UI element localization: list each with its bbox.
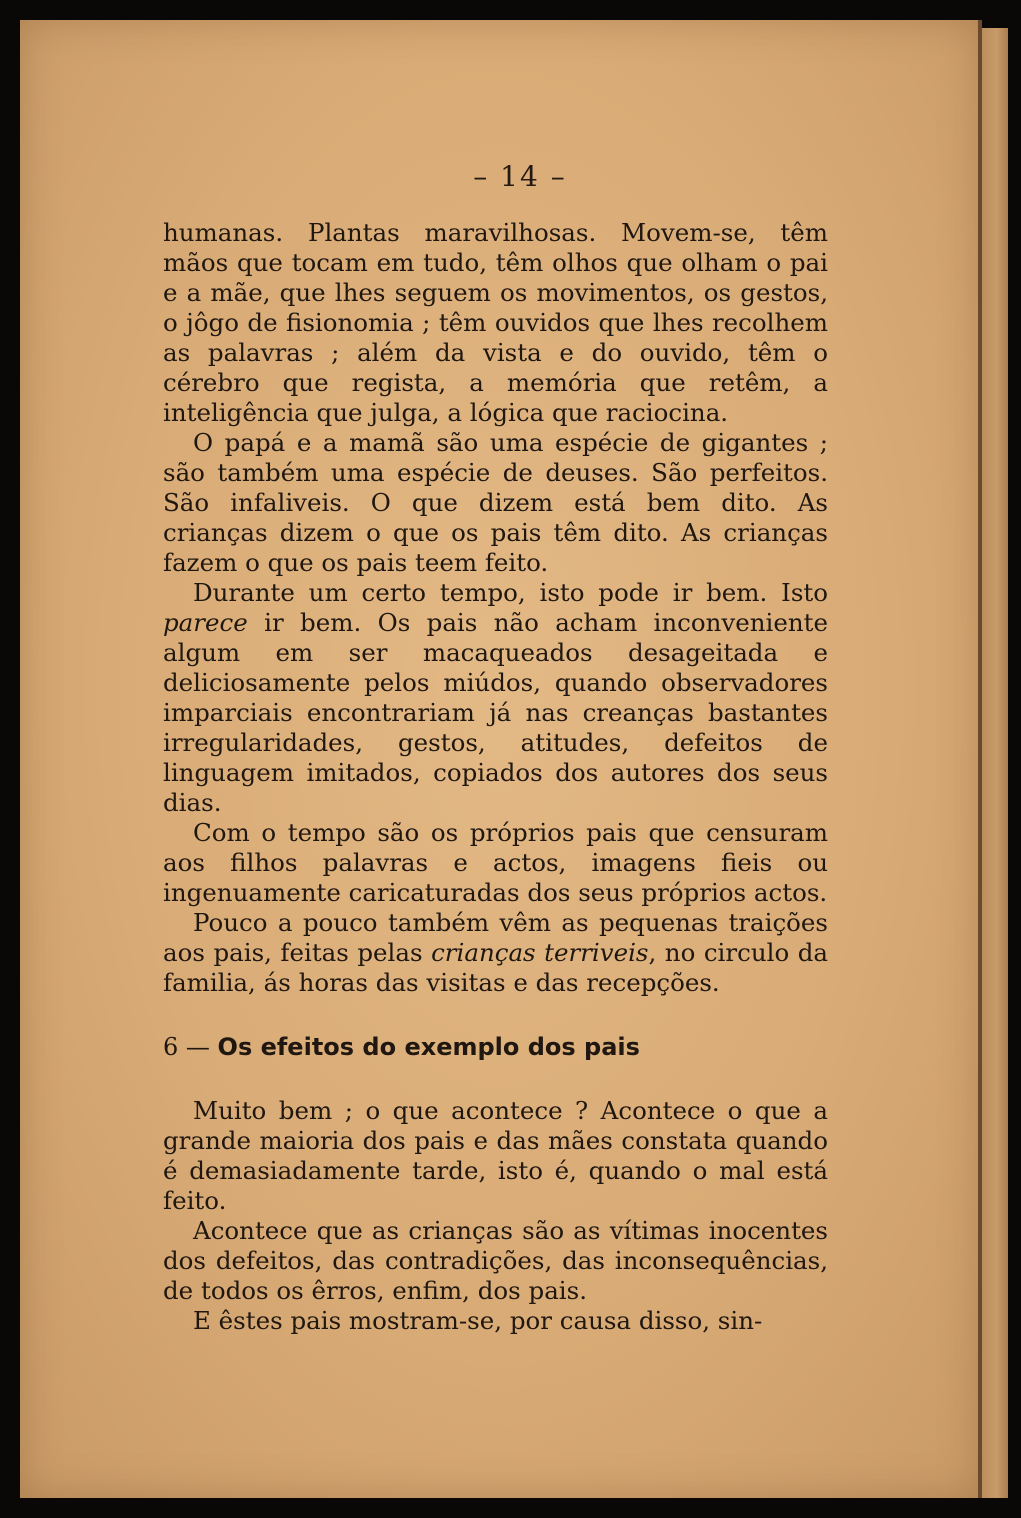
- paragraphs-after-section: [163, 1096, 828, 1336]
- text-run: Com o tempo são os próprios pais que censuram aos filhos palavras e actos, imagens fieis ou ingenuamente caricaturadas dos seus próprios actos.: [163, 818, 828, 907]
- paragraph: [163, 218, 828, 428]
- text-run: , no circulo da familia, ás horas das visitas e das recepções.: [163, 938, 828, 997]
- italic-text: parece: [163, 608, 248, 637]
- section-title: Os efeitos do exemplo dos pais: [217, 1033, 640, 1061]
- text-run: E êstes pais mostram-se, por causa disso, sin-: [193, 1306, 763, 1335]
- page-number: – 14 –: [473, 160, 567, 193]
- section-heading: [163, 1032, 828, 1062]
- paragraph: [163, 1306, 828, 1336]
- text-run: Durante um certo tempo, isto pode ir bem. Isto: [193, 578, 828, 607]
- paragraph: [163, 1216, 828, 1306]
- paragraphs-before-section: [163, 218, 828, 998]
- text-run: humanas. Plantas maravilhosas. Movem-se, têm mãos que tocam em tudo, têm olhos que olham o pai e a mãe, que lhes seguem os movimentos, os gestos, o jôgo de fisionomia ; têm ouvidos que lhes recolhem as palavras ; além da vista e do ouvido, têm o cérebro que regista, a memória que retêm, a inteligência que julga, a lógica que raciocina.: [163, 218, 828, 427]
- paragraph: [163, 578, 828, 818]
- text-run: Acontece que as crianças são as vítimas inocentes dos defeitos, das contradições, das inconsequências, de todos os êrros, enfim, dos pais.: [163, 1216, 828, 1305]
- text-run: O papá e a mamã são uma espécie de gigantes ; são também uma espécie de deuses. São perfeitos. São infaliveis. O que dizem está bem dito. As crianças dizem o que os pais têm dito. As crianças fazem o que os pais teem feito.: [163, 428, 828, 577]
- page-gutter: [978, 20, 982, 1498]
- paragraph: [163, 428, 828, 578]
- page-text: [163, 218, 828, 1336]
- italic-text: crianças terriveis: [431, 938, 649, 967]
- next-page-edge: [980, 28, 1008, 1498]
- text-run: ir bem. Os pais não acham inconveniente algum em ser macaqueados desageitada e deliciosamente pelos miúdos, quando observadores imparciais encontrariam já nas creanças bastantes irregularidades, gestos, atitudes, defeitos de linguagem imitados, copiados dos autores dos seus dias.: [163, 608, 828, 817]
- section-number: 6 —: [163, 1033, 210, 1061]
- text-run: Pouco a pouco também vêm as pequenas traições aos pais, feitas pelas: [163, 908, 828, 967]
- paragraph: [163, 1096, 828, 1216]
- paragraph: [163, 908, 828, 998]
- text-run: Muito bem ; o que acontece ? Acontece o que a grande maioria dos pais e das mães constata quando é demasiadamente tarde, isto é, quando o mal está feito.: [163, 1096, 828, 1215]
- paragraph: [163, 818, 828, 908]
